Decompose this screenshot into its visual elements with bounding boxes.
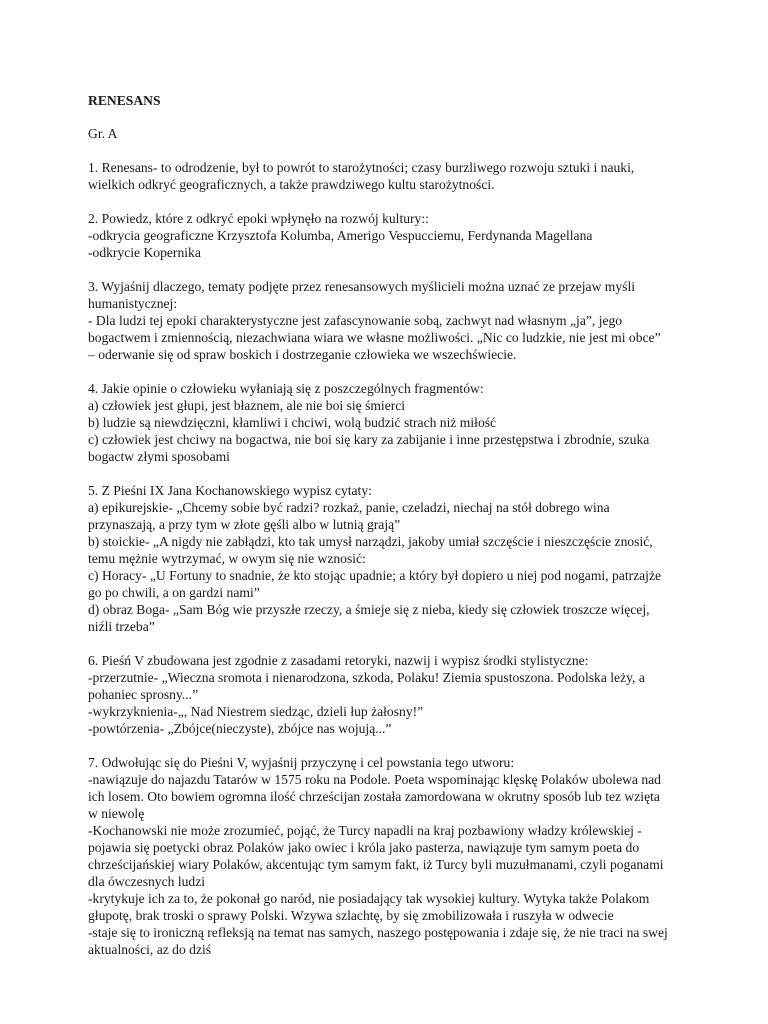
text-line: a) człowiek jest głupi, jest błaznem, ale nie boi się śmierci	[88, 398, 406, 413]
text-line: przynaszają, a przy tym w złote gęśli albo w lutnią grają”	[88, 517, 401, 532]
text-line: niźli trzeba”	[88, 619, 155, 634]
text-line: -wykrzyknienia-„, Nad Niestrem siedząc, dzieli łup żałosny!”	[88, 704, 424, 719]
text-line: pohaniec sprosny...”	[88, 687, 199, 702]
document-sections	[88, 159, 708, 958]
text-line: – oderwanie się od spraw boskich i dostrzeganie człowieka we wszechświecie.	[88, 347, 517, 362]
text-line: c) człowiek jest chciwy na bogactwa, nie boi się kary za zabijanie i inne przestępstwa i zbrodnie, szuka	[88, 432, 650, 447]
text-line: dla ówczesnych ludzi	[88, 874, 206, 889]
text-line: 1. Renesans- to odrodzenie, był to powrót to starożytności; czasy burzliwego rozwoju sztuki i nauki,	[88, 160, 635, 175]
text-line: 5. Z Pieśni IX Jana Kochanowskiego wypisz cytaty:	[88, 483, 372, 498]
text-line: w niewolę	[88, 806, 145, 821]
text-line: -powtórzenia- „Zbójce(nieczyste), zbójce nas wojują...”	[88, 721, 392, 736]
text-line: -przerzutnie- „Wieczna sromota i nienarodzona, szkoda, Polaku! Ziemia spustoszona. Podolska leży, a	[88, 670, 645, 685]
section-2	[88, 210, 708, 261]
text-line: d) obraz Boga- „Sam Bóg wie przyszłe rzeczy, a śmieje się z nieba, kiedy się człowiek troszcze więcej,	[88, 602, 650, 617]
text-line: temu mężnie wytrzymać, w owym się nie wznosić:	[88, 551, 366, 566]
text-line: 6. Pieśń V zbudowana jest zgodnie z zasadami retoryki, nazwij i wypisz środki stylistyczne:	[88, 653, 589, 668]
text-line: -Kochanowski nie może zrozumieć, pojąć, że Turcy napadli na kraj pozbawiony władzy królewskiej -	[88, 823, 642, 838]
text-line: 2. Powiedz, które z odkryć epoki wpłynęło na rozwój kultury::	[88, 211, 429, 226]
section-5	[88, 482, 708, 635]
section-6	[88, 652, 708, 737]
text-line: humanistycznej:	[88, 296, 178, 311]
text-line: aktualności, az do dziś	[88, 942, 212, 957]
text-line: -krytykuje ich za to, że pokonał go naród, nie posiadający tak wysokiej kultury. Wytyka także Polakom	[88, 891, 650, 906]
text-line: 3. Wyjaśnij dlaczego, tematy podjęte przez renesansowych myślicieli można uznać ze przejaw myśli	[88, 279, 636, 294]
text-line: chrześcijańskiej wiary Polaków, akcentując tym samym fakt, iż Turcy byli muzułmanami, czyli poganami	[88, 857, 664, 872]
text-line: bogactw złymi sposobami	[88, 449, 230, 464]
document-page	[88, 92, 708, 958]
text-line: -odkrycia geograficzne Krzysztofa Kolumba, Amerigo Vespucciemu, Ferdynanda Magellana	[88, 228, 593, 243]
section-3	[88, 278, 708, 363]
text-line: pojawia się poetycki obraz Polaków jako owiec i króla jako pasterza, nawiązuje tym samym poeta do	[88, 840, 640, 855]
text-line: go po chwili, a on gardzi nami”	[88, 585, 260, 600]
text-line: -staje się to ironiczną refleksją na temat nas samych, naszego postępowania i zdaje się, że nie traci na swej	[88, 925, 668, 940]
text-line: -odkrycie Kopernika	[88, 245, 201, 260]
text-line: -nawiązuje do najazdu Tatarów w 1575 roku na Podole. Poeta wspominając klęskę Polaków ubolewa nad	[88, 772, 661, 787]
text-line: b) ludzie są niewdzięczni, kłamliwi i chciwi, wolą budzić strach niż miłość	[88, 415, 497, 430]
group-label: Gr. A	[88, 126, 118, 141]
text-line: 7. Odwołując się do Pieśni V, wyjaśnij przyczynę i cel powstania tego utworu:	[88, 755, 515, 770]
section-7	[88, 754, 708, 958]
text-line: - Dla ludzi tej epoki charakterystyczne jest zafascynowanie sobą, zachwyt nad własnym „ja”, jego	[88, 313, 623, 328]
document-title: RENESANS	[88, 93, 161, 108]
section-1	[88, 159, 708, 193]
text-line: wielkich odkryć geograficznych, a także prawdziwego kultu starożytności.	[88, 177, 495, 192]
text-line: c) Horacy- „U Fortuny to snadnie, że kto stojąc upadnie; a który był dopiero u niej pod nogami, patrzajże	[88, 568, 662, 583]
text-line: a) epikurejskie- „Chcemy sobie być radzi? rozkaż, panie, czeladzi, niechaj na stół dobrego wina	[88, 500, 610, 515]
section-4	[88, 380, 708, 465]
text-line: b) stoickie- „A nigdy nie zabłądzi, kto tak umysł narządzi, jakoby umiał szczęście i nieszczęście znosić,	[88, 534, 653, 549]
text-line: bogactwem i zmiennością, niezachwiana wiara we własne możliwości. „Nic co ludzkie, nie jest mi obce”	[88, 330, 661, 345]
text-line: 4. Jakie opinie o człowieku wyłaniają się z poszczególnych fragmentów:	[88, 381, 484, 396]
text-line: ich losem. Oto bowiem ogromna ilość chrześcijan została zamordowana w okrutny sposób lub tez wzięta	[88, 789, 660, 804]
text-line: głupotę, brak troski o sprawy Polski. Wzywa szlachtę, by się zmobilizowała i ruszyła w odwecie	[88, 908, 614, 923]
